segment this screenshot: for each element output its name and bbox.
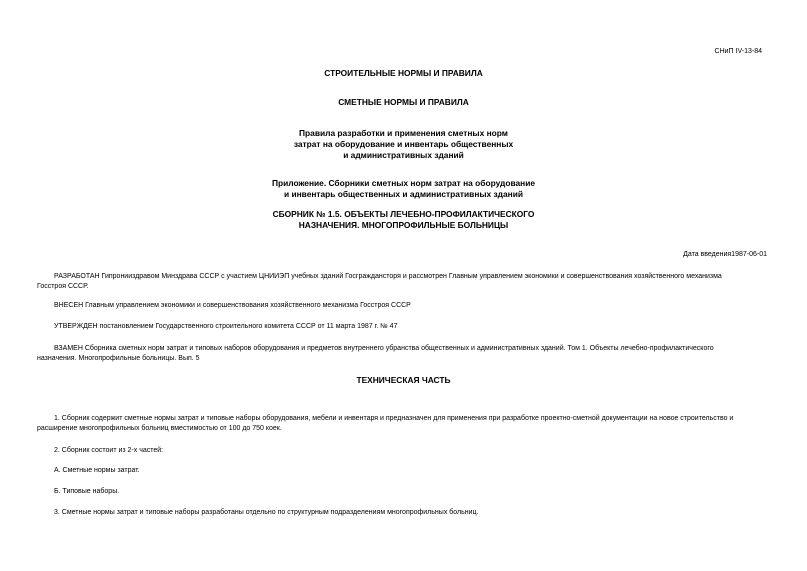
replaces-paragraph bbox=[37, 344, 770, 364]
technical-item-1-line-2: расширение многопрофильных больниц вместимостью от 100 до 750 коек. bbox=[37, 425, 282, 432]
part-b-text: Б. Типовые наборы. bbox=[54, 488, 120, 495]
technical-item-1-line-1: 1. Сборник содержит сметные нормы затрат и типовые наборы оборудования, мебели и инвентаря и предназначен для применения при разработке проектно-сметной документации на новое строительство и bbox=[54, 415, 734, 422]
technical-part-heading: ТЕХНИЧЕСКАЯ ЧАСТЬ bbox=[356, 375, 451, 385]
appendix-title-line-1: Приложение. Сборники сметных норм затрат на оборудование bbox=[271, 178, 536, 188]
approved-paragraph bbox=[37, 322, 770, 332]
replaces-line-1: ВЗАМЕН Сборника сметных норм затрат и типовых наборов оборудования и предметов внутреннего убранства общественных и административных зданий. Том 1. Объекты лечебно-профилактического bbox=[54, 345, 714, 352]
introduction-date: Дата введения1987-06-01 bbox=[683, 251, 767, 258]
developed-paragraph bbox=[37, 272, 770, 292]
main-title: СТРОИТЕЛЬНЫЕ НОРМЫ И ПРАВИЛА bbox=[324, 68, 483, 78]
technical-item-3 bbox=[37, 508, 770, 518]
subtitle: СМЕТНЫЕ НОРМЫ И ПРАВИЛА bbox=[338, 97, 469, 107]
developed-line-2: Госстроя СССР. bbox=[37, 283, 89, 290]
collection-title-line-2: НАЗНАЧЕНИЯ. МНОГОПРОФИЛЬНЫЕ БОЛЬНИЦЫ bbox=[298, 220, 509, 230]
approved-text: УТВЕРЖДЕН постановлением Государственного строительного комитета СССР от 11 марта 1987 г. № 47 bbox=[54, 323, 398, 330]
developed-line-1: РАЗРАБОТАН Гипронииздравом Минздрава СССР с участием ЦНИИЭП учебных зданий Госграждансторя и рассмотрен Главным управлением экономики и совершенствования хозяйственного механизма bbox=[54, 273, 722, 280]
document-code: СНиП IV-13-84 bbox=[714, 48, 762, 55]
rules-title-line-1: Правила разработки и применения сметных норм bbox=[299, 128, 508, 138]
collection-title bbox=[0, 209, 807, 231]
appendix-title-line-2: и инвентарь общественных и административных зданий bbox=[283, 189, 524, 199]
technical-item-3-text: 3. Сметные нормы затрат и типовые наборы разработаны отдельно по структурным подразделениям многопрофильных больниц. bbox=[54, 509, 479, 516]
rules-title-line-2: затрат на оборудование и инвентарь общественных bbox=[293, 139, 514, 149]
replaces-line-2: назначения. Многопрофильные больницы. Вып. 5 bbox=[37, 355, 200, 362]
collection-title-line-1: СБОРНИК № 1.5. ОБЪЕКТЫ ЛЕЧЕБНО-ПРОФИЛАКТИЧЕСКОГО bbox=[272, 209, 535, 219]
technical-item-1 bbox=[37, 414, 770, 434]
part-b bbox=[37, 487, 770, 497]
part-a bbox=[37, 466, 770, 476]
technical-item-2 bbox=[37, 446, 770, 456]
part-a-text: А. Сметные нормы затрат. bbox=[54, 467, 140, 474]
rules-title bbox=[0, 128, 807, 161]
appendix-title bbox=[0, 178, 807, 200]
introduced-paragraph bbox=[37, 301, 770, 311]
rules-title-line-3: и административных зданий bbox=[343, 150, 464, 160]
introduced-text: ВНЕСЕН Главным управлением экономики и совершенствования хозяйственного механизма Госстроя СССР bbox=[54, 302, 411, 309]
technical-item-2-text: 2. Сборник состоит из 2-х частей: bbox=[54, 447, 164, 454]
